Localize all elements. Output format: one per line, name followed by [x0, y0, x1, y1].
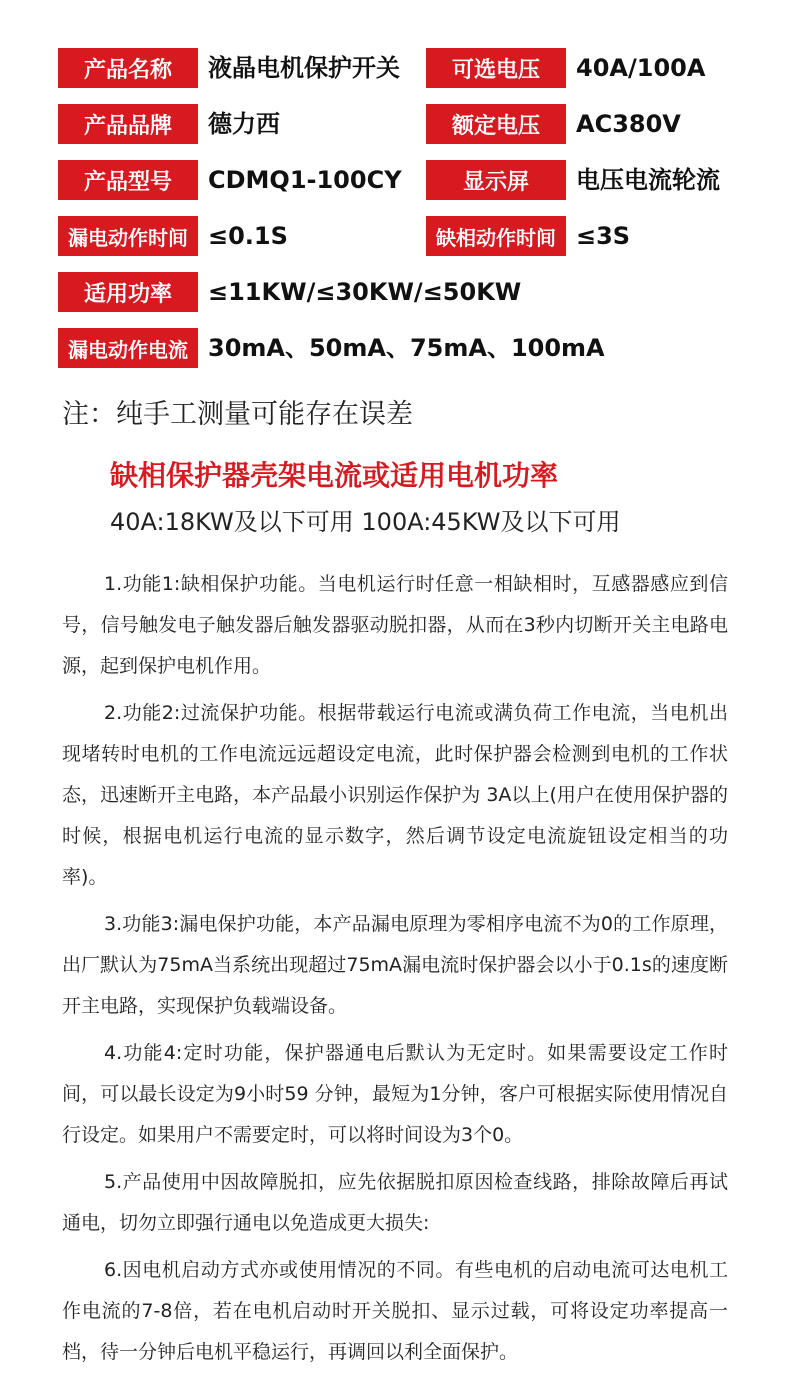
- spec-value: 40A/100A: [576, 54, 706, 82]
- section-heading: 缺相保护器壳架电流或适用电机功率: [110, 459, 559, 492]
- spec-label: 漏电动作时间: [58, 216, 198, 256]
- spec-label: 额定电压: [426, 104, 566, 144]
- spec-label: 漏电动作电流: [58, 328, 198, 368]
- spec-value: 液晶电机保护开关: [208, 54, 400, 82]
- section-subheading: 40A:18KW及以下可用 100A:45KW及以下可用: [110, 508, 621, 536]
- paragraph: 2.功能2:过流保护功能。根据带载运行电流或满负荷工作电流，当电机出现堵转时电机的工作电流远远超设定电流，此时保护器会检测到电机的工作状态，迅速断开主电路，本产品最小识别运作保护为 3A以上(用户在使用保护器的时候，根据电机运行电流的显示数字，然后调节设定电流旋钮设定相当的功率)。: [62, 702, 728, 888]
- spec-label: 产品名称: [58, 48, 198, 88]
- spec-row: [58, 160, 758, 216]
- spec-value: 电压电流轮流: [576, 166, 720, 194]
- spec-row: [58, 216, 758, 272]
- spec-row: [58, 328, 758, 384]
- function-description: [62, 564, 728, 1379]
- paragraph: 3.功能3:漏电保护功能，本产品漏电原理为零相序电流不为0的工作原理，出厂默认为75mA当系统出现超过75mA漏电流时保护器会以小于0.1s的速度断开主电路，实现保护负载端设备。: [62, 913, 728, 1017]
- spec-label: 产品品牌: [58, 104, 198, 144]
- spec-value: 德力西: [208, 110, 280, 138]
- spec-row: [58, 104, 758, 160]
- spec-label: 可选电压: [426, 48, 566, 88]
- spec-value: ≤3S: [576, 222, 631, 250]
- spec-row: [58, 48, 758, 104]
- spec-label: 显示屏: [426, 160, 566, 200]
- paragraph: 1.功能1:缺相保护功能。当电机运行时任意一相缺相时，互感器感应到信号，信号触发电子触发器后触发器驱动脱扣器，从而在3秒内切断开关主电路电源，起到保护电机作用。: [62, 573, 728, 677]
- spec-table: [58, 48, 758, 384]
- spec-value: ≤11KW/≤30KW/≤50KW: [208, 278, 522, 306]
- spec-value: AC380V: [576, 110, 681, 138]
- measurement-note: 注：纯手工测量可能存在误差: [62, 399, 413, 430]
- paragraph: 6.因电机启动方式亦或使用情况的不同。有些电机的启动电流可达电机工作电流的7-8倍，若在电机启动时开关脱扣、显示过载，可将设定功率提高一档，待一分钟后电机平稳运行，再调回以利全面保护。: [62, 1259, 728, 1363]
- paragraph: 5.产品使用中因故障脱扣，应先依据脱扣原因检查线路，排除故障后再试通电，切勿立即强行通电以免造成更大损失:: [62, 1171, 728, 1234]
- spec-label: 产品型号: [58, 160, 198, 200]
- spec-value: ≤0.1S: [208, 222, 288, 250]
- paragraph: 4.功能4:定时功能，保护器通电后默认为无定时。如果需要设定工作时间，可以最长设定为9小时59 分钟，最短为1分钟，客户可根据实际使用情况自行设定。如果用户不需要定时，可以将时间设为3个0。: [62, 1042, 728, 1146]
- spec-value: CDMQ1-100CY: [208, 166, 402, 194]
- spec-value: 30mA、50mA、75mA、100mA: [208, 334, 605, 362]
- spec-row: [58, 272, 758, 328]
- spec-label: 适用功率: [58, 272, 198, 312]
- spec-label: 缺相动作时间: [426, 216, 566, 256]
